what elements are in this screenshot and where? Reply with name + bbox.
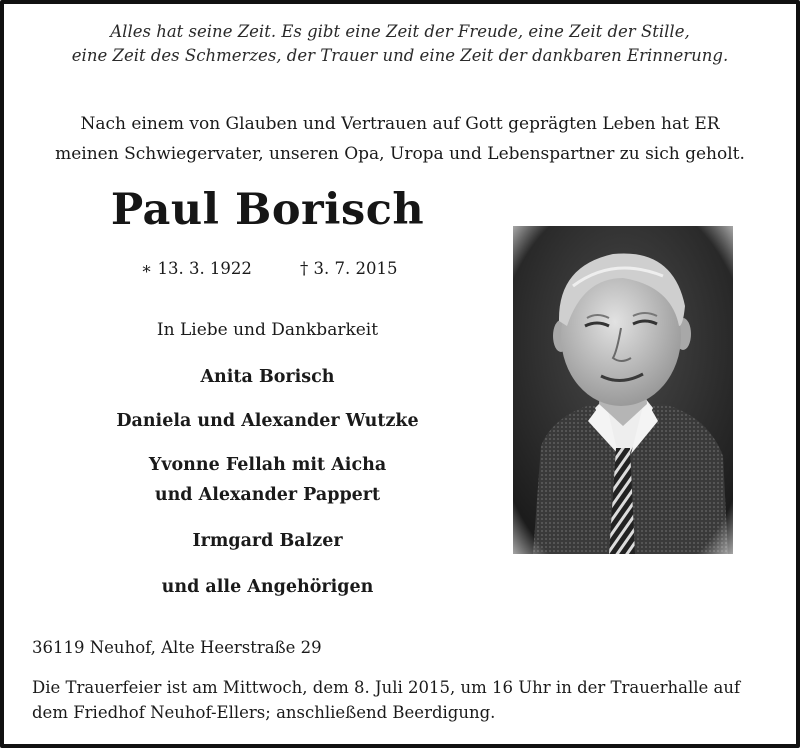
portrait-illustration [513,226,733,554]
deceased-name: Paul Borisch [110,185,425,235]
birth-date: ∗ 13. 3. 1922 [141,259,252,278]
motto-quote [0,20,800,68]
address: 36119 Neuhof, Alte Heerstraße 29 [32,638,322,657]
mourner-name: und alle Angehörigen [161,577,374,597]
ceremony-line-2: dem Friedhof Neuhof-Ellers; anschließend Beerdigung. [32,703,496,722]
intro-line-1: Nach einem von Glauben und Vertrauen auf Gott geprägten Leben hat ER [80,114,720,134]
mourner-name: Irmgard Balzer [192,531,343,551]
ceremony-info [32,675,777,725]
mourner-name: Daniela und Alexander Wutzke [116,411,419,431]
motto-line-2: eine Zeit des Schmerzes, der Trauer und eine Zeit der dankbaren Erinnerung. [71,46,729,65]
portrait-photo [513,226,733,554]
motto-line-1: Alles hat seine Zeit. Es gibt eine Zeit der Freude, eine Zeit der Stille, [110,22,690,41]
death-date: † 3. 7. 2015 [300,259,398,278]
mourner-name: und Alexander Pappert [154,485,381,505]
mourners-heading: In Liebe und Dankbarkeit [156,320,379,340]
intro-line-2: meinen Schwiegervater, unseren Opa, Uropa und Lebenspartner zu sich geholt. [55,144,745,164]
ceremony-line-1: Die Trauerfeier ist am Mittwoch, dem 8. Juli 2015, um 16 Uhr in der Trauerhalle auf [32,678,741,697]
mourner-name: Yvonne Fellah mit Aicha [148,455,387,475]
mourner-name: Anita Borisch [200,367,335,387]
intro-text [0,109,800,169]
